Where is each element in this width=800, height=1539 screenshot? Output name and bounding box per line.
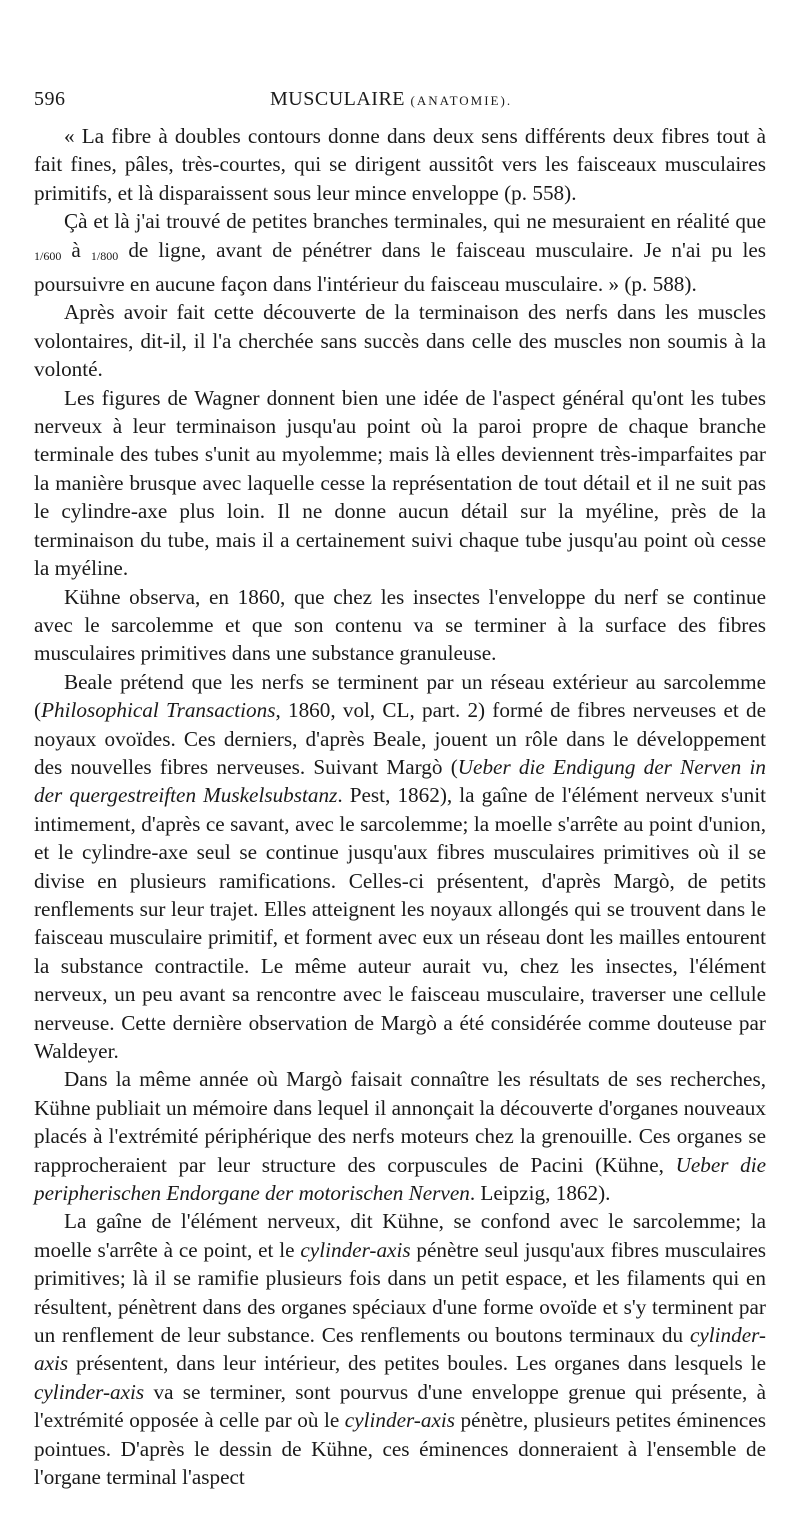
italic-text: Ueber die peripherischen Endorgane der motorischen Nerven	[34, 1152, 766, 1206]
paragraph	[34, 1207, 766, 1491]
text-run: pénètre, plusieurs petites éminences pointues. D'après le dessin de Kühne, ces éminences donneraient à l'ensemble de l'organe terminal l'aspect	[34, 1408, 766, 1490]
paragraph	[34, 583, 766, 668]
paragraph	[34, 668, 766, 1066]
text-run: « La fibre à doubles contours donne dans deux sens différents deux fibres tout à fait fines, pâles, très-courtes, qui se dirigent aussitôt vers les faisceaux musculaires primitifs, et là disparaissent sous leur mince enveloppe (p. 558).	[34, 124, 766, 205]
italic-text: cylinder-axis	[344, 1408, 455, 1433]
body-text	[34, 122, 766, 1492]
paragraph	[34, 122, 766, 207]
text-run: va se terminer, sont pourvus d'une enveloppe grenue qui présente, à l'extrémité opposée à celle par où le	[34, 1379, 766, 1433]
text-run: Après avoir fait cette découverte de la terminaison des nerfs dans les muscles volontaires, dit-il, il l'a cherchée sans succès dans celle des muscles non soumis à la volonté.	[34, 300, 766, 382]
text-run: , 1860, vol, CL, part. 2) formé de fibres nerveuses et de noyaux ovoïdes. Ces derniers, d'après Beale, jouent un rôle dans le développement des nouvelles fibres nerveuses. Suivant Margò (	[34, 698, 766, 779]
paragraph	[34, 384, 766, 583]
text-run: de ligne, avant de pénétrer dans le faisceau musculaire. Je n'ai pu les poursuivre en aucune façon dans l'intérieur du faisceau musculaire. » (p. 588).	[34, 237, 766, 297]
text-run: . Pest, 1862), la gaîne de l'élément nerveux s'unit intimement, d'après ce savant, avec le sarcolemme; la moelle s'arrête au point d'union, et le cylindre-axe seul se continue jusqu'aux fibres musculaires primitives où il se divise en plusieurs ramifications. Celles-ci présentent, d'après Margò, de petits renflements sur leur trajet. Elles atteignent les noyaux allongés qui se trouvent dans le faisceau musculaire primitif, et forment avec eux un réseau dont les mailles entourent la substance contractile. Le même auteur aurait vu, chez les insectes, l'élément nerveux, un peu avant sa rencontre avec le faisceau musculaire, traverser une cellule nerveuse. Cette dernière observation de Margò a été considérée comme douteuse par Waldeyer.	[34, 783, 767, 1063]
fraction: 1/600	[34, 248, 62, 263]
paragraph	[34, 1065, 766, 1207]
running-head	[34, 88, 766, 114]
page-number: 596	[34, 88, 66, 110]
text-run: Les figures de Wagner donnent bien une idée de l'aspect général qu'ont les tubes nerveux à leur terminaison jusqu'au point où la paroi propre de chaque branche terminale des tubes s'unit au myolemme; mais là elles deviennent très-imparfaites par la manière brusque avec laquelle cesse la représentation de tout détail et il ne suit pas le cylindre-axe plus loin. Il ne donne aucun détail sur la myéline, près de la terminaison du tube, mais il a certainement suivi chaque tube jusqu'au point où cesse la myéline.	[34, 385, 766, 581]
italic-text: cylinder-axis	[34, 1379, 145, 1404]
text-run: Dans la même année où Margò faisait connaître les résultats de ses recherches, Kühne publiait un mémoire dans lequel il annonçait la découverte d'organes nouveaux placés à l'extrémité périphérique des nerfs moteurs chez la grenouille. Ces organes se rapprocheraient par leur structure des corpuscules de Pacini (Kühne,	[34, 1067, 766, 1177]
italic-text: cylinder-axis	[34, 1323, 766, 1376]
italic-text: cylinder-axis	[300, 1237, 411, 1262]
text-run: Beale prétend que les nerfs se terminent par un réseau extérieur au sarcolemme (	[34, 669, 766, 723]
paragraph	[34, 298, 766, 383]
text-run: pénètre seul jusqu'aux fibres musculaires primitives; là il se ramifie plusieurs fois dans un petit espace, et les filaments qui en résultent, pénètrent dans des organes spéciaux d'une forme ovoïde et s'y terminent par un renflement de leur substance. Ces renflements ou boutons terminaux du	[34, 1237, 766, 1348]
section-title	[270, 88, 512, 111]
text-run: à	[61, 237, 91, 262]
text-run: présentent, dans leur intérieur, des petites boules. Les organes dans lesquels le	[68, 1351, 766, 1376]
text-run: . Leipzig, 1862).	[469, 1181, 611, 1206]
paragraph	[34, 207, 766, 298]
text-run: Kühne observa, en 1860, que chez les insectes l'enveloppe du nerf se continue avec le sarcolemme et que son contenu va se terminer à la surface des fibres musculaires primitives dans une substance granuleuse.	[34, 584, 766, 666]
italic-text: Ueber die Endigung der Nerven in der quergestreiften Muskelsubstanz	[34, 754, 766, 808]
section-title-sub: (ANATOMIE).	[410, 93, 513, 108]
fraction: 1/800	[90, 248, 119, 263]
section-title-main: MUSCULAIRE	[270, 88, 406, 110]
text-run: Çà et là j'ai trouvé de petites branches terminales, qui ne mesuraient en réalité que	[64, 209, 766, 234]
italic-text: Philosophical Transactions	[41, 698, 276, 723]
text-run: La gaîne de l'élément nerveux, dit Kühne, se confond avec le sarcolemme; la moelle s'arrête à ce point, et le	[34, 1209, 766, 1262]
